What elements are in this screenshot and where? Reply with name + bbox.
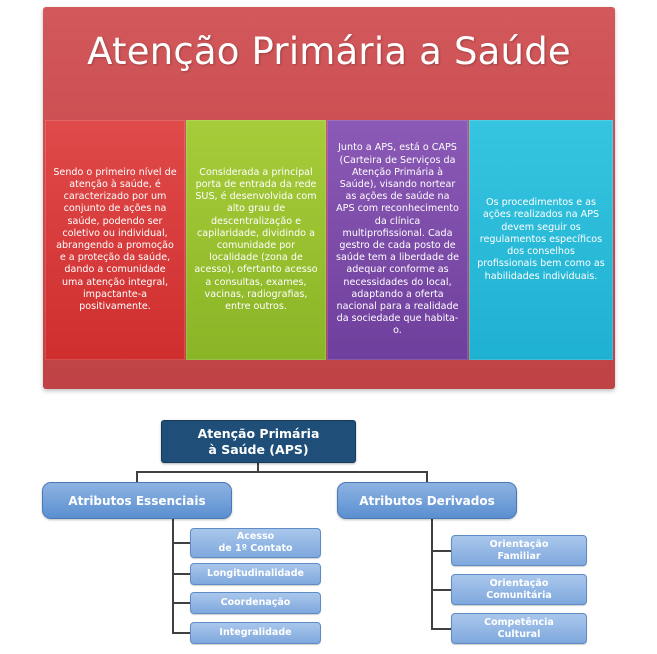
column-text: Considerada a principal porta de entrada da rede SUS, é desenvolvida com alto grau de descentralização e capilaridade, dividindo a comunidade por localidade (zona de acesso), ofertanto acesso a consultas, exames, vacinas, radiografias, entre outros. bbox=[194, 166, 318, 313]
leaf-line-1: Longitudinalidade bbox=[207, 568, 304, 579]
root-line-2: à Saúde (APS) bbox=[208, 441, 309, 457]
connector-horizontal-bar bbox=[136, 471, 427, 473]
infographic-title: Atenção Primária a Saúde bbox=[87, 30, 571, 73]
connector-leaf-longitudinalidade bbox=[172, 573, 190, 575]
connector-to-essenciais bbox=[136, 471, 138, 482]
connector-leaf-familiar bbox=[431, 550, 451, 552]
leaf-line-1: Orientação bbox=[489, 577, 549, 589]
leaf-line-2: Familiar bbox=[497, 550, 541, 562]
column-caps bbox=[327, 120, 468, 360]
column-text: Sendo o primeiro nível de atenção à saúde, é caracterizado por um conjunto de ações na saúde, podendo ser coletivo ou individual, abrangendo a promoção e a proteção da saúde, dando a comunidade uma atenção integral, impactante-a positivamente. bbox=[53, 166, 177, 313]
column-text: Junto a APS, está o CAPS (Carteira de Serviços da Atenção Primária à Saúde), visando nortear as ações de saúde na APS com reconhecimento da clínica multiprofissional. Cada gestro de cada posto de saúde tem a liberdade de adequar conforme as necessidades do local, adaptando a oferta nacional para a realidade da sociedade que habita-o. bbox=[335, 142, 460, 337]
connector-leaf-coordenacao bbox=[172, 602, 190, 604]
leaf-acesso-primeiro-contato bbox=[190, 528, 321, 558]
column-procedimentos bbox=[469, 120, 613, 360]
connector-leaf-acesso bbox=[172, 542, 190, 544]
atributos-derivados-node bbox=[337, 482, 517, 519]
connector-essenciais-trunk bbox=[172, 519, 174, 633]
root-line-1: Atenção Primária bbox=[197, 425, 320, 441]
leaf-line-1: Acesso bbox=[236, 531, 275, 542]
leaf-orientacao-comunitaria bbox=[451, 574, 587, 605]
column-porta-de-entrada bbox=[186, 120, 326, 360]
leaf-competencia-cultural bbox=[451, 613, 587, 644]
atributos-essenciais-node bbox=[42, 482, 232, 519]
leaf-line-2: Comunitária bbox=[486, 589, 552, 601]
connector-leaf-comunitaria bbox=[431, 589, 451, 591]
connector-derivados-trunk bbox=[431, 519, 433, 629]
leaf-orientacao-familiar bbox=[451, 535, 587, 566]
atributos-derivados-label: Atributos Derivados bbox=[359, 493, 495, 508]
leaf-line-1: Competência bbox=[484, 616, 554, 628]
leaf-line-2: Cultural bbox=[497, 628, 541, 640]
connector-leaf-integralidade bbox=[172, 632, 190, 634]
leaf-longitudinalidade bbox=[190, 563, 321, 585]
column-primeiro-nivel bbox=[45, 120, 185, 360]
column-text: Os procedimentos e as ações realizados na APS devem seguir os regulamentos específicos dos conselhos profissionais bem como as habilidades individuais. bbox=[477, 197, 605, 282]
connector-to-derivados bbox=[426, 471, 428, 482]
leaf-line-2: de 1º Contato bbox=[218, 543, 293, 554]
leaf-integralidade bbox=[190, 622, 321, 644]
leaf-coordenacao bbox=[190, 592, 321, 614]
leaf-line-1: Orientação bbox=[489, 538, 549, 550]
connector-leaf-cultural bbox=[431, 628, 451, 630]
leaf-line-1: Coordenação bbox=[220, 597, 291, 608]
leaf-line-1: Integralidade bbox=[219, 627, 292, 638]
atributos-essenciais-label: Atributos Essenciais bbox=[68, 493, 206, 508]
diagram-root-aps bbox=[161, 420, 356, 463]
